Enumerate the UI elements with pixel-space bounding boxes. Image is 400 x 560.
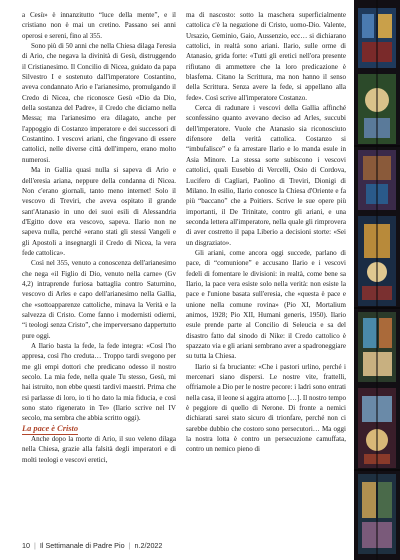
- footer-separator: |: [128, 541, 131, 550]
- page-number: 10: [22, 541, 30, 550]
- paragraph: Sono più di 50 anni che nella Chiesa dilaga l'eresia di Ario, che negava la divinità di Gesù, distruggendo il Cristianesimo. Il Concilio di Nicea, guidato da papa Silvestro I e sostenuto dall'imperatore Costantino, aveva condannato Ario e l'arianesimo, promulgando il Credo di Nicea, che riconosce Gesù «Dio da Dio, della sostanza del Padre», il Credo che diciamo nella Messa; ma l'arianesimo era dilagato, anche per l'appoggio di Costanzo imperatore e dei successori di Costantino. I vescovi ariani, che fingevano di essere cattolici, nelle diverse città dell'impero, erano molto numerosi.: [22, 42, 176, 164]
- paragraph: A Ilario basta la fede, la fede integra: «Così l'ho appresa, così l'ho creduta… Troppo tardi svegono per me gli empi dottori che predicano odesso il nostro secolo. La mia fede, nella quale Tu stesso, Gesù, mi hai istruito, non ebbe questi tardivi maestri. Prima che rsi parlasse di loro, io ti ho dato la mia fiducia, e così sono stato rigenerato in Te» (Ilario scrive nel IV secolo, ma sembra che abbia scritto oggi).: [22, 342, 176, 423]
- paragraph: Cerca di radunare i vescovi della Gallia affinché sconfessino quanto avevano deciso ad Arles, succubi dell'imperatore. Vuole che Atanasio sia riconosciuto difensore della verità cattolica. Costanzo si “imbufalisce” e fa arrestare Ilario e lo manda esule in Asia Minore. La stessa sorte subiscono i vescovi cattolici, quali Eusebio di Vercelli, Osio di Cordova, Lucifero di Cagliari, Paolino di Treviri, Dionigi di Milano. In esilio, Ilario conosce la Chiesa d'Oriente e fa più “baccano” che a Poitiers. Scrive le sue opere più importanti, il De Trinitate, contro gli ariani, e una seconda lettera all'imperatore, nella quale gli rimprovera di aver costretto il papa Liberio a decisioni storte: «Sei un disgraziato».: [186, 104, 346, 247]
- paragraph: ma di nascosto: sotto la maschera superficialmente cattolica c'è la negazione di Cristo, uomo-Dio. Valente, Ursazio, Geminio, Gaio, Aussenzio, ecc… si dichiarano cattolici, in realtà sono ariani. Ilario, sulle orme di Atanasio, grida forte: «Tutti gli eretici nell'ora presente rifiutano di ammettere che la loro predicazione è blasfema. Citano la Scrittura, ma non hanno il senso della Scrittura. Senza avere la fede, si appellano alla fede». Così scrive all'imperatore Costanzo.: [186, 11, 346, 102]
- paragraph: a Cesù» è innanzitutto “luce della mente”, e il cristiano non è mai un cretino. Passano sei anni operosi e sereni, fino al 355.: [22, 11, 176, 40]
- section-heading-text: La pace è Cristo: [22, 423, 79, 433]
- paragraph: Ma in Gallia quasi nulla si sapeva di Ario e dell'eresia ariana, neppure della condanna di Nicea. Non c'erano giornali, tanto meno internet! Solo il vescovo di Treviri, che aveva ospitato il grande sant'Atanasio in uno dei suoi esili di Alessandria d'Egitto dove era vescovo, sapeva. Ilario non ne sapeva nulla, perché «erano stati gli stessi Vangeli e gli Apostoli a insegnargli il Credo di Nicea, la vera fede cattolica».: [22, 166, 176, 257]
- stained-glass-art: [354, 0, 400, 560]
- section-heading: [22, 424, 176, 434]
- left-column: [22, 10, 176, 465]
- page-footer: [22, 541, 162, 550]
- stained-glass-image: [354, 0, 400, 560]
- paragraph: Così nel 355, venuto a conoscenza dell'arianesimo che nega «il Figlio di Dio, venuto nella carne» (Gv 4,2) intraprende furiosa battaglia contro Saturnino, vescovo di Arles e capo dell'arianesimo nella Gallia, che «sottoapparenze cattoliche, minava la Verità e la salvezza di Cristo. Come fanno i modernisti odierni, “i teologi senza Cristo”, che imperversano dappertutto pure oggi.: [22, 259, 176, 340]
- issue-number: n.2/2022: [134, 541, 163, 550]
- paragraph: Ilario si fa bruciante: «Che i pastori urlino, perché i mercenari siano dispersi. Le nostre vite, frattelli, offriamole a Dio per le nostre pecore: i ladri sono entrati nella casa, il leone si aggira attorno […]. Il nostro tempo è peggiore di quello di Nerone. Di fronte a nemici dichiarati sarei stato sicuro di trionfare, perché non ci sarebbe dubbio che costoro sono persecutori… Ma oggi la nostra lotta è contro un persecuzione camuffata, contro un nemico pieno di: [186, 362, 346, 454]
- paragraph: Anche dopo la morte di Ario, il suo veleno dilaga nella Chiesa, grazie alla falsità degli imperatori e di molti teologi e vescovi eretici,: [22, 435, 176, 464]
- right-column: [186, 10, 346, 455]
- paragraph: Gli ariani, come ancora oggi succede, parlano di pace, di “comunione” e accusano Ilario e i vescovi fedeli di fomentare le divisioni: in realtà, come bene sa Ilario, la pace vera esiste solo nella verità: non esiste la pace e l'unione basata sull'eresia, che «questa è pace e unione nella comune rovina» (Pio XI, Mortalium animos, 1928; Pio XII, Humani generis, 1950). Ilario esule prende parte al Concilio di Seleucia e sa del disastro fatto dal sinodo di Nike: il Credo cattolico è spazzato via e gli ariani sembrano aver a spadroneggiare su tutta la Chiesa.: [186, 248, 346, 361]
- footer-separator: |: [34, 541, 36, 550]
- publication-name: Il Settimanale di Padre Pio: [39, 541, 125, 550]
